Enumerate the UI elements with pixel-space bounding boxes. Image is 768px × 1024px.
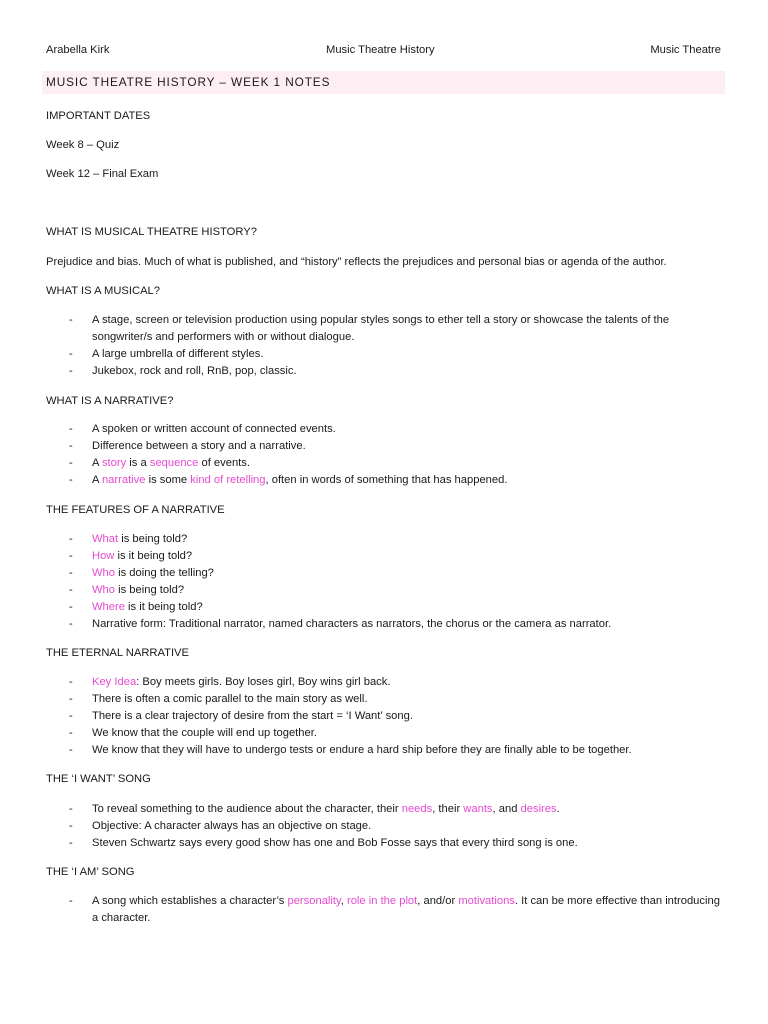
dash-bullet: -	[69, 533, 73, 545]
document-title: MUSIC THEATRE HISTORY – WEEK 1 NOTES	[46, 75, 331, 89]
list-item	[46, 582, 726, 599]
list-item-text: A large umbrella of different styles.	[92, 348, 264, 360]
musical-list-block	[46, 312, 726, 380]
list-item	[46, 548, 726, 565]
highlight-term: Key Idea	[92, 676, 137, 688]
page-header	[46, 42, 721, 59]
text-segment: , their	[432, 803, 464, 815]
text-segment: is doing the telling?	[115, 567, 214, 579]
dash-bullet: -	[69, 601, 73, 613]
date-item-quiz: Week 8 – Quiz	[46, 139, 120, 151]
highlight-term: personality	[287, 895, 341, 907]
i-want-list-block	[46, 801, 726, 852]
dash-bullet: -	[69, 567, 73, 579]
text-segment: is a	[126, 457, 150, 469]
i-am-list-block	[46, 893, 726, 927]
text-segment: is being told?	[115, 584, 185, 596]
list-item	[46, 742, 726, 759]
list-item	[46, 708, 726, 725]
narrative-heading: WHAT IS A NARRATIVE?	[46, 395, 174, 407]
i-am-list	[46, 893, 726, 927]
header-subject: Music Theatre	[650, 44, 721, 56]
text-segment: is being told?	[118, 533, 188, 545]
highlight-term: wants	[463, 803, 493, 815]
date-item-final-exam: Week 12 – Final Exam	[46, 168, 159, 180]
text-segment: To reveal something to the audience about the character, their	[92, 803, 402, 815]
list-item-text: Objective: A character always has an objective on stage.	[92, 820, 372, 832]
features-list-block	[46, 531, 726, 633]
list-item-text: We know that the couple will end up together.	[92, 727, 317, 739]
dash-bullet: -	[69, 550, 73, 562]
list-item-text: Difference between a story and a narrative.	[92, 440, 306, 452]
list-item-text: We know that they will have to undergo tests or endure a hard ship before they are finally able to be together.	[92, 744, 632, 756]
i-am-heading: THE ‘I AM’ SONG	[46, 866, 135, 878]
text-segment: A	[92, 457, 102, 469]
list-item	[46, 438, 726, 455]
dash-bullet: -	[69, 803, 73, 815]
date-item	[46, 166, 726, 183]
highlight-term: role in the plot	[346, 895, 418, 907]
list-item	[46, 531, 726, 548]
list-item	[46, 346, 726, 363]
eternal-list-block	[46, 674, 726, 759]
text-segment: is it being told?	[124, 601, 203, 613]
text-segment: A	[92, 474, 102, 486]
musical-section	[46, 283, 726, 300]
list-item	[46, 616, 726, 633]
i-am-section	[46, 864, 726, 881]
text-segment: , often in words of something that has happened.	[265, 474, 508, 486]
text-segment: , and/or	[417, 895, 459, 907]
list-item	[46, 818, 726, 835]
history-section	[46, 224, 726, 241]
list-item	[46, 691, 726, 708]
list-item	[46, 674, 726, 691]
text-segment: A song which establishes a character’s	[92, 895, 288, 907]
dash-bullet: -	[69, 457, 73, 469]
dash-bullet: -	[69, 727, 73, 739]
highlight-term: Who	[92, 567, 116, 579]
narrative-list	[46, 421, 726, 489]
highlight-term: Who	[92, 584, 116, 596]
text-segment: is some	[145, 474, 191, 486]
list-item-text: There is a clear trajectory of desire from the start = ‘I Want’ song.	[92, 710, 413, 722]
dash-bullet: -	[69, 820, 73, 832]
text-segment: .	[556, 803, 560, 815]
dash-bullet: -	[69, 837, 73, 849]
list-item	[46, 893, 726, 927]
dash-bullet: -	[69, 693, 73, 705]
highlight-term: What	[92, 533, 119, 545]
important-dates-section	[46, 108, 726, 125]
history-paragraph-block	[46, 254, 726, 271]
text-segment: : Boy meets girls. Boy loses girl, Boy wins girl back.	[136, 676, 391, 688]
highlight-term: kind of retelling	[190, 474, 266, 486]
dash-bullet: -	[69, 314, 73, 326]
dash-bullet: -	[69, 744, 73, 756]
list-item-text: Narrative form: Traditional narrator, named characters as narrators, the chorus or the camera as narrator.	[92, 618, 612, 630]
features-section	[46, 502, 726, 519]
text-segment: , and	[492, 803, 521, 815]
features-heading: THE FEATURES OF A NARRATIVE	[46, 504, 225, 516]
text-segment: is it being told?	[114, 550, 193, 562]
list-item	[46, 565, 726, 582]
eternal-list	[46, 674, 726, 759]
dash-bullet: -	[69, 365, 73, 377]
highlight-term: Where	[92, 601, 125, 613]
highlight-term: sequence	[149, 457, 199, 469]
list-item-text: Steven Schwartz says every good show has one and Bob Fosse says that every third song is one.	[92, 837, 578, 849]
header-course: Music Theatre History	[326, 44, 435, 56]
dash-bullet: -	[69, 440, 73, 452]
list-item	[46, 455, 726, 472]
dash-bullet: -	[69, 584, 73, 596]
list-item-text: A spoken or written account of connected events.	[92, 423, 336, 435]
list-item	[46, 421, 726, 438]
history-paragraph: Prejudice and bias. Much of what is published, and “history” reflects the prejudices and personal bias or agenda of the author.	[46, 256, 667, 268]
features-list	[46, 531, 726, 633]
text-segment: . It can be more effective than introducing a character.	[92, 895, 720, 924]
title-bar	[42, 71, 725, 94]
list-item-text: Jukebox, rock and roll, RnB, pop, classic.	[92, 365, 297, 377]
header-author: Arabella Kirk	[46, 44, 110, 56]
highlight-term: needs	[401, 803, 433, 815]
i-want-section	[46, 771, 726, 788]
dash-bullet: -	[69, 348, 73, 360]
dash-bullet: -	[69, 895, 73, 907]
list-item	[46, 312, 726, 346]
dash-bullet: -	[69, 710, 73, 722]
highlight-term: How	[92, 550, 115, 562]
dash-bullet: -	[69, 423, 73, 435]
dash-bullet: -	[69, 676, 73, 688]
list-item	[46, 801, 726, 818]
list-item	[46, 835, 726, 852]
dash-bullet: -	[69, 618, 73, 630]
date-item	[46, 137, 726, 154]
list-item	[46, 472, 726, 489]
list-item-text: There is often a comic parallel to the main story as well.	[92, 693, 368, 705]
i-want-list	[46, 801, 726, 852]
dash-bullet: -	[69, 474, 73, 486]
i-want-heading: THE ‘I WANT’ SONG	[46, 773, 151, 785]
eternal-section	[46, 645, 726, 662]
text-segment: ,	[340, 895, 347, 907]
history-heading: WHAT IS MUSICAL THEATRE HISTORY?	[46, 226, 257, 238]
highlight-term: desires	[520, 803, 557, 815]
list-item	[46, 725, 726, 742]
highlight-term: story	[101, 457, 127, 469]
list-item	[46, 363, 726, 380]
eternal-heading: THE ETERNAL NARRATIVE	[46, 647, 189, 659]
highlight-term: motivations	[458, 895, 515, 907]
important-dates-heading: IMPORTANT DATES	[46, 110, 151, 122]
text-segment: of events.	[198, 457, 250, 469]
list-item-text: A stage, screen or television production using popular styles songs to ether tell a story or showcase the talents of the songwriter/s and performers with or without dialogue.	[92, 314, 670, 343]
highlight-term: narrative	[101, 474, 146, 486]
musical-heading: WHAT IS A MUSICAL?	[46, 285, 160, 297]
narrative-list-block	[46, 421, 726, 489]
narrative-section	[46, 393, 726, 410]
list-item	[46, 599, 726, 616]
musical-list	[46, 312, 726, 380]
